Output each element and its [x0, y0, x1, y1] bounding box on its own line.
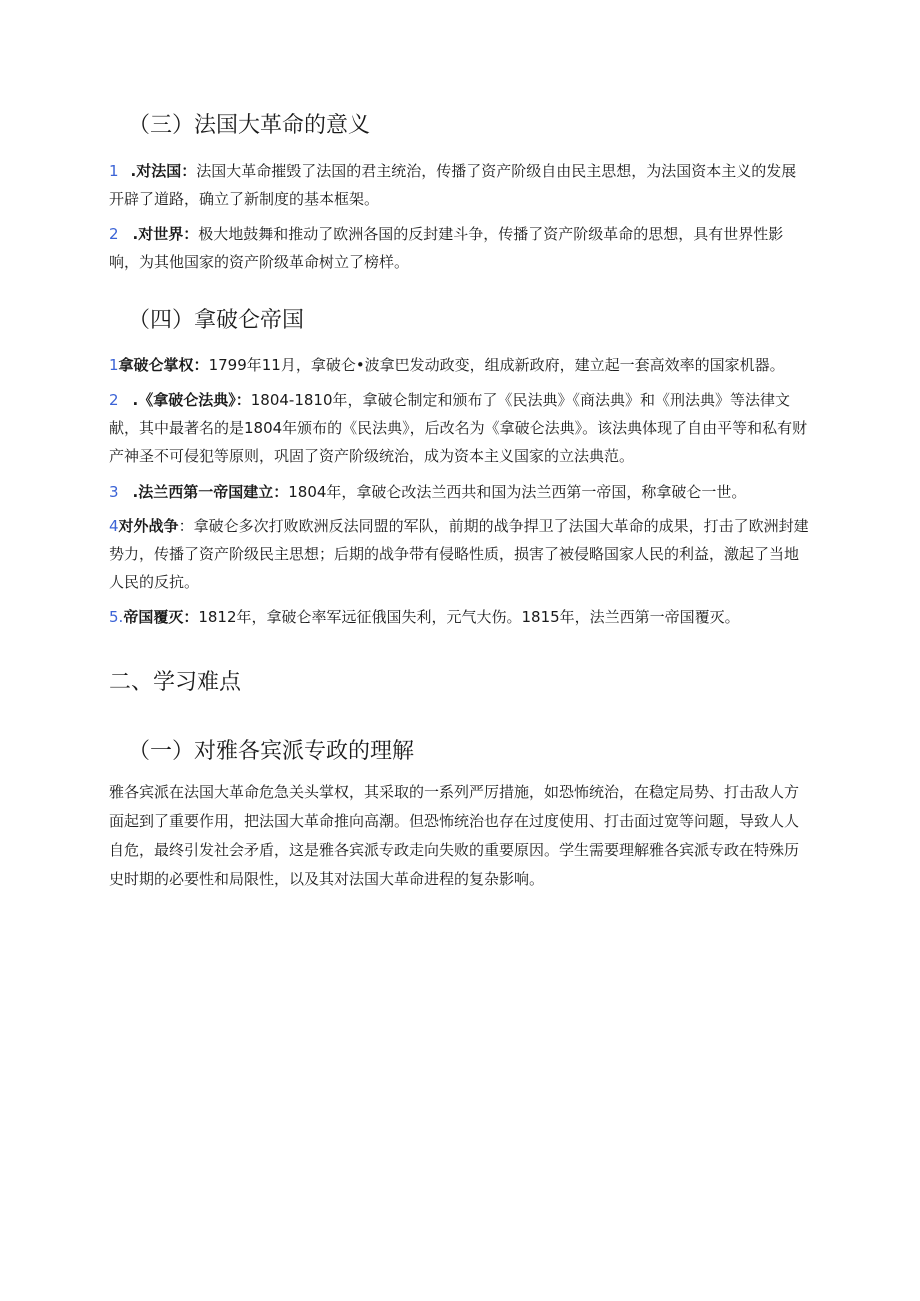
- list-number: 2: [109, 391, 119, 409]
- section-heading-significance: （三）法国大革命的意义: [128, 113, 371, 138]
- list-term: .对法国：: [130, 162, 197, 180]
- list-number: 5.: [109, 608, 124, 626]
- list-number: 1: [109, 162, 119, 180]
- list-text: 1804-1810年，拿破仑制定和颁布了《民法典》《商法典》和《刑法典》等法律文献，其中最著名的是1804年颁布的《民法典》，后改名为《拿破仑法典》。该法典体现了自由平等和私有财产神圣不可侵犯等原则，巩固了资产阶级统治，成为资本主义国家的立法典范。: [109, 391, 808, 465]
- list-item: [109, 603, 809, 631]
- list-text: 1804年，拿破仑改法兰西共和国为法兰西第一帝国，称拿破仑一世。: [288, 483, 747, 501]
- list-text: 法国大革命摧毁了法国的君主统治，传播了资产阶级自由民主思想，为法国资本主义的发展开辟了道路，确立了新制度的基本框架。: [109, 162, 797, 208]
- list-text: 1799年11月，拿破仑•波拿巴发动政变，组成新政府，建立起一套高效率的国家机器。: [208, 356, 785, 374]
- section-heading-jacobin: （一）对雅各宾派专政的理解: [128, 739, 415, 764]
- part-heading-difficulties: 二、学习难点: [109, 670, 242, 695]
- section-heading-napoleon-empire: （四）拿破仑帝国: [128, 308, 305, 333]
- list-term: 帝国覆灭：: [123, 608, 199, 626]
- list-number: 3: [109, 483, 119, 501]
- list-number: 1: [109, 356, 119, 374]
- list-term: .法兰西第一帝国建立：: [132, 483, 289, 501]
- list-text: ：拿破仑多次打败欧洲反法同盟的军队，前期的战争捍卫了法国大革命的成果，打击了欧洲封建势力，传播了资产阶级民主思想；后期的战争带有侵略性质，损害了被侵略国家人民的利益，激起了当地人民的反抗。: [109, 517, 809, 591]
- list-number: 2: [109, 225, 119, 243]
- list-item: [109, 512, 809, 596]
- list-term: 对外战争: [118, 517, 179, 535]
- list-text: 极大地鼓舞和推动了欧洲各国的反封建斗争，传播了资产阶级革命的思想，具有世界性影响，为其他国家的资产阶级革命树立了榜样。: [109, 225, 784, 271]
- list-item: [109, 478, 809, 506]
- list-term: 拿破仑掌权：: [118, 356, 209, 374]
- list-item: [109, 386, 809, 470]
- list-item: [109, 157, 809, 213]
- list-term: .《拿破仑法典》：: [132, 391, 251, 409]
- list-item: [109, 351, 809, 379]
- body-paragraph: 雅各宾派在法国大革命危急关头掌权，其采取的一系列严厉措施，如恐怖统治，在稳定局势、打击敌人方面起到了重要作用，把法国大革命推向高潮。但恐怖统治也存在过度使用、打击面过宽等问题，导致人人自危，最终引发社会矛盾，这是雅各宾派专政走向失败的重要原因。学生需要理解雅各宾派专政在特殊历史时期的必要性和局限性，以及其对法国大革命进程的复杂影响。: [109, 783, 800, 888]
- list-text: 1812年，拿破仑率军远征俄国失利，元气大伤。1815年，法兰西第一帝国覆灭。: [198, 608, 740, 626]
- list-number: 4: [109, 517, 119, 535]
- list-term: .对世界：: [132, 225, 199, 243]
- list-item: [109, 220, 809, 276]
